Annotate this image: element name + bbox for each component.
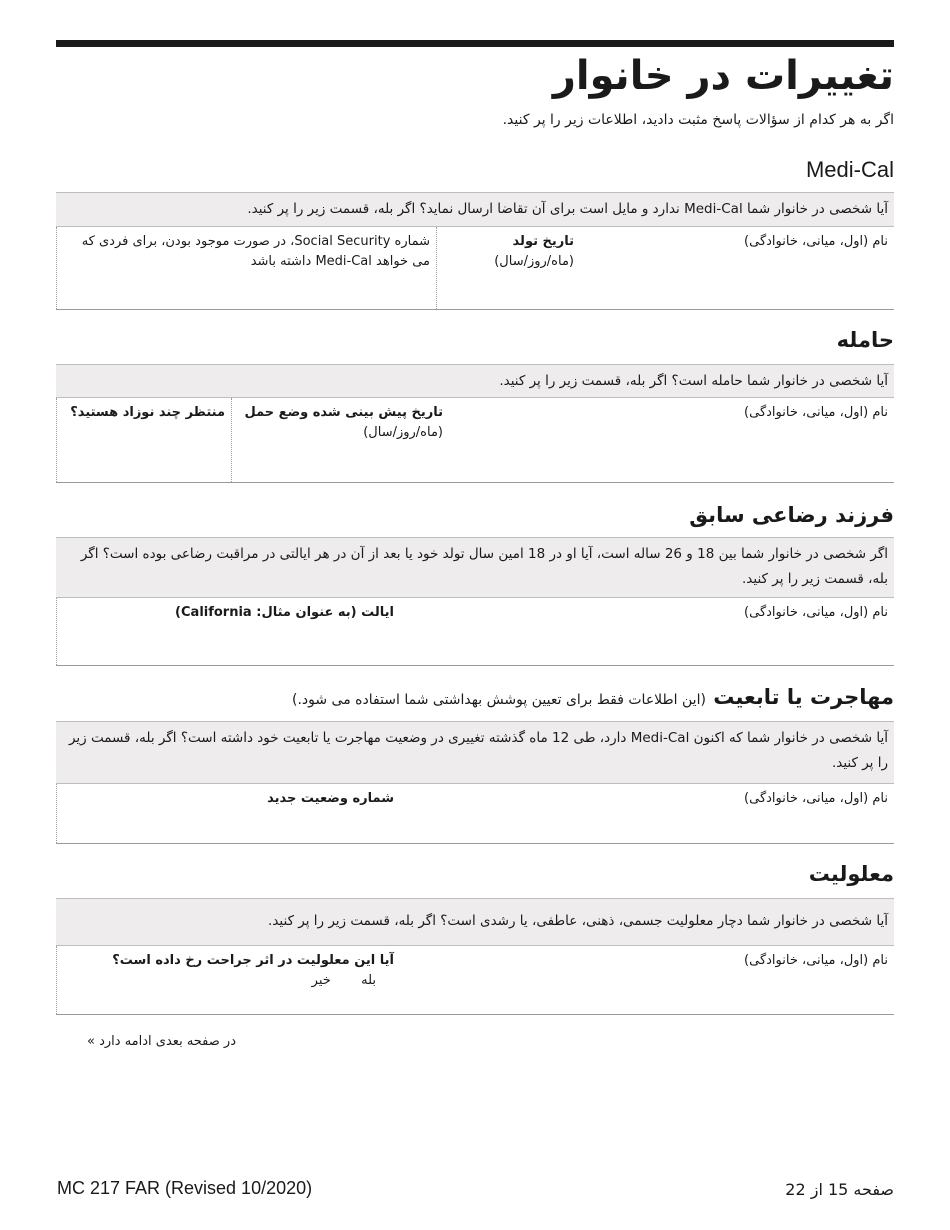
foster-fields-row — [56, 597, 894, 666]
pregnant-babies-field[interactable] — [56, 398, 231, 482]
medical-name-field[interactable] — [580, 227, 894, 309]
foster-name-field[interactable] — [400, 598, 894, 665]
medical-fields-row — [56, 226, 894, 310]
immigration-name-label: نام (اول، میانی، خانوادگی) — [744, 791, 888, 806]
pregnant-question: آیا شخصی در خانوار شما حامله است؟ اگر بله، قسمت زیر را پر کنید. — [56, 364, 894, 397]
pregnant-due-date-field[interactable] — [231, 398, 449, 482]
immigration-name-field[interactable] — [400, 784, 894, 843]
intro-text: اگر به هر کدام از سؤالات پاسخ مثبت دادید، اطلاعات زیر را پر کنید. — [502, 112, 894, 128]
immigration-status-label: شماره وضعیت جدید — [267, 791, 394, 806]
immigration-fields-row — [56, 783, 894, 844]
medical-dob-label: تاریخ تولد — [512, 234, 574, 249]
section-heading-foster: فرزند رضاعی سابق — [689, 503, 894, 527]
section-heading-immigration — [292, 685, 894, 709]
section-heading-disability: معلولیت — [808, 862, 894, 886]
immigration-heading: مهاجرت یا تابعیت — [713, 685, 894, 709]
page-number: صفحه 15 از 22 — [785, 1180, 894, 1199]
pregnant-due-label: تاریخ پیش بینی شده وضع حمل — [244, 405, 443, 420]
immigration-status-field[interactable] — [56, 784, 400, 843]
immigration-note: (این اطلاعات فقط برای تعیین پوشش بهداشتی شما استفاده می شود.) — [291, 692, 706, 708]
pregnant-due-format: (ماه/روز/سال) — [363, 425, 443, 440]
foster-question: اگر شخصی در خانوار شما بین 18 و 26 ساله است، آیا او در 18 امین سال تولد خود یا بعد از آن در هر ایالتی در مراقبت رضاعی بوده است؟ اگر بله، قسمت زیر را پر کنید. — [56, 537, 894, 597]
disability-name-field[interactable] — [400, 946, 894, 1014]
foster-state-label: ایالت (به عنوان مثال: California) — [175, 605, 394, 620]
disability-name-label: نام (اول، میانی، خانوادگی) — [744, 953, 888, 968]
pregnant-name-field[interactable] — [449, 398, 894, 482]
disability-no-option[interactable]: خیر — [311, 973, 331, 988]
disability-injury-label: آیا این معلولیت در اثر جراحت رخ داده است؟ — [112, 953, 394, 968]
pregnant-fields-row — [56, 397, 894, 483]
disability-injury-field — [56, 946, 400, 1014]
continued-note: در صفحه بعدی ادامه دارد » — [87, 1034, 236, 1049]
foster-name-label: نام (اول، میانی، خانوادگی) — [744, 605, 888, 620]
section-heading-pregnant: حامله — [836, 328, 894, 352]
form-id: MC 217 FAR (Revised 10/2020) — [57, 1178, 313, 1198]
medical-dob-format: (ماه/روز/سال) — [494, 254, 574, 269]
top-rule — [56, 40, 894, 47]
foster-state-field[interactable] — [56, 598, 400, 665]
page-title: تغییرات در خانوار — [552, 53, 894, 99]
immigration-question: آیا شخصی در خانوار شما که اکنون Medi-Cal دارد، طی 12 ماه گذشته تغییری در وضعیت مهاجرت یا تابعیت خود داشته است؟ اگر بله، قسمت زیر را پر کنید. — [56, 721, 894, 783]
disability-fields-row — [56, 945, 894, 1015]
pregnant-babies-label: منتظر چند نوزاد هستید؟ — [70, 405, 225, 420]
disability-yes-option[interactable]: بله — [361, 973, 376, 988]
medical-ssn-label: شماره Social Security، در صورت موجود بودن، برای فردی که می خواهد Medi-Cal داشته باشد — [81, 234, 430, 269]
section-heading-medical: Medi-Cal — [805, 157, 894, 182]
disability-question: آیا شخصی در خانوار شما دچار معلولیت جسمی، ذهنی، عاطفی، یا رشدی است؟ اگر بله، قسمت زیر را پر کنید. — [56, 898, 894, 945]
medical-ssn-field[interactable] — [56, 227, 436, 309]
medical-question: آیا شخصی در خانوار شما Medi-Cal ندارد و مایل است برای آن تقاضا ارسال نماید؟ اگر بله، قسمت زیر را پر کنید. — [56, 192, 894, 226]
medical-dob-field[interactable] — [436, 227, 580, 309]
medical-name-label: نام (اول، میانی، خانوادگی) — [744, 234, 888, 249]
pregnant-name-label: نام (اول، میانی، خانوادگی) — [744, 405, 888, 420]
